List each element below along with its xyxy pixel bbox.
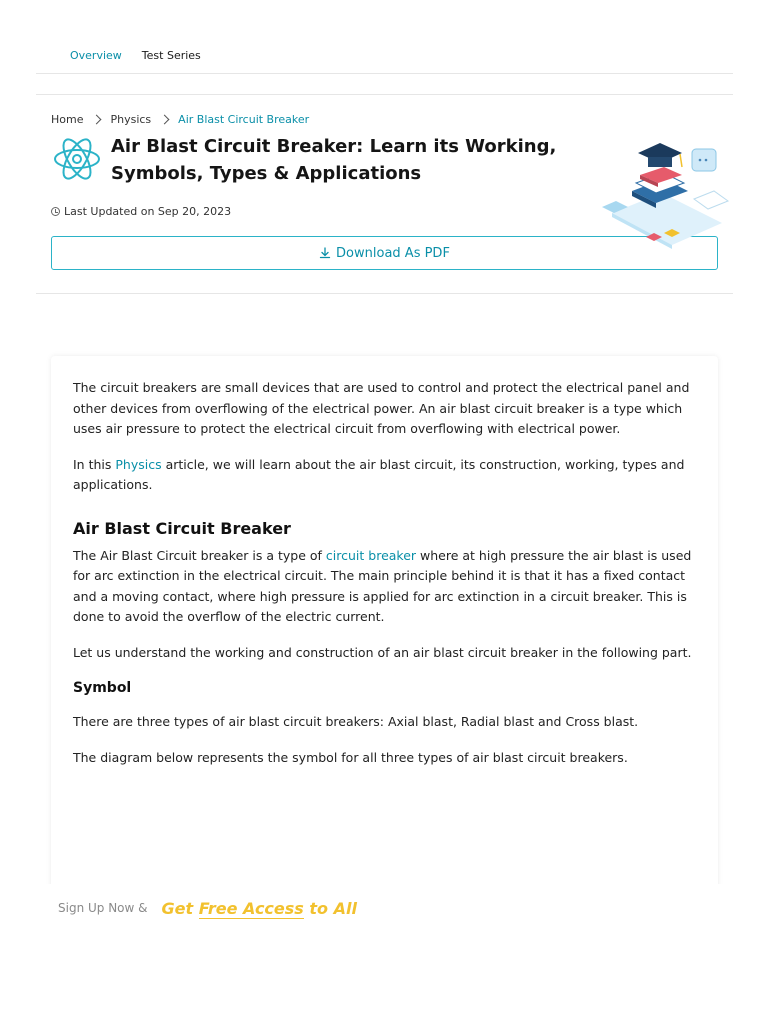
signup-banner	[0, 884, 768, 932]
download-pdf-label: Download As PDF	[336, 245, 450, 261]
section-heading-symbol: Symbol	[73, 680, 132, 696]
intro-paragraph: The circuit breakers are small devices that are used to control and protect the electrical panel and other devices from overflowing of the electrical power. An air blast circuit breaker is a type which uses air pressure to protect the electrical circuit from overflowing with electrical power.	[73, 380, 690, 436]
definition-text-post: where at high pressure the air blast is used for arc extinction in the electrical circuit. The main principle behind it is that it has a fixed contact and a moving contact, where high pressure is applied for arc extinction in a circuit breaker. This is done to avoid the overflow of the electric current.	[73, 547, 692, 624]
top-tabs	[36, 40, 733, 74]
download-icon	[319, 247, 331, 259]
chevron-right-icon	[92, 115, 102, 125]
definition-text-pre: The Air Blast Circuit breaker is a type of	[73, 547, 326, 563]
breadcrumb-home[interactable]: Home	[51, 113, 84, 126]
working-paragraph: Let us understand the working and construction of an air blast circuit breaker in the following part.	[73, 644, 692, 660]
cta-text-b: to All	[303, 898, 357, 918]
article-body	[51, 356, 718, 916]
article-header	[36, 94, 733, 294]
chevron-right-icon	[160, 115, 170, 125]
signup-pre-text: Sign Up Now &	[58, 901, 148, 915]
article-content	[73, 378, 693, 783]
breadcrumb-current[interactable]: Air Blast Circuit Breaker	[178, 113, 310, 126]
tab-overview[interactable]: Overview	[70, 49, 122, 62]
atom-icon	[51, 133, 103, 185]
circuit-breaker-link[interactable]: circuit breaker	[325, 547, 417, 563]
breadcrumb-physics[interactable]: Physics	[110, 113, 152, 126]
physics-link[interactable]: Physics	[115, 456, 162, 472]
section-heading-breaker: Air Blast Circuit Breaker	[73, 518, 291, 538]
scope-text-post: article, we will learn about the air blast circuit, its construction, working, types and applications.	[73, 456, 685, 492]
free-access-cta[interactable]	[162, 899, 357, 918]
breadcrumb	[51, 113, 309, 126]
scope-paragraph	[73, 455, 693, 496]
page-title: Air Blast Circuit Breaker: Learn its Working, Symbols, Types & Applications	[111, 136, 557, 184]
last-updated-text: Last Updated on Sep 20, 2023	[64, 205, 232, 218]
types-paragraph: There are three types of air blast circuit breakers: Axial blast, Radial blast and Cross blast.	[73, 714, 639, 729]
last-updated	[51, 205, 231, 218]
scope-text-pre: In this	[73, 456, 116, 472]
definition-paragraph	[73, 546, 693, 628]
cta-text-a: Get	[161, 898, 199, 918]
tab-test-series[interactable]: Test Series	[141, 49, 201, 62]
clock-icon	[51, 207, 60, 216]
education-illustration	[602, 135, 732, 255]
diagram-paragraph: The diagram below represents the symbol for all three types of air blast circuit breakers.	[73, 749, 628, 765]
cta-text-free: Free Access	[198, 898, 304, 918]
